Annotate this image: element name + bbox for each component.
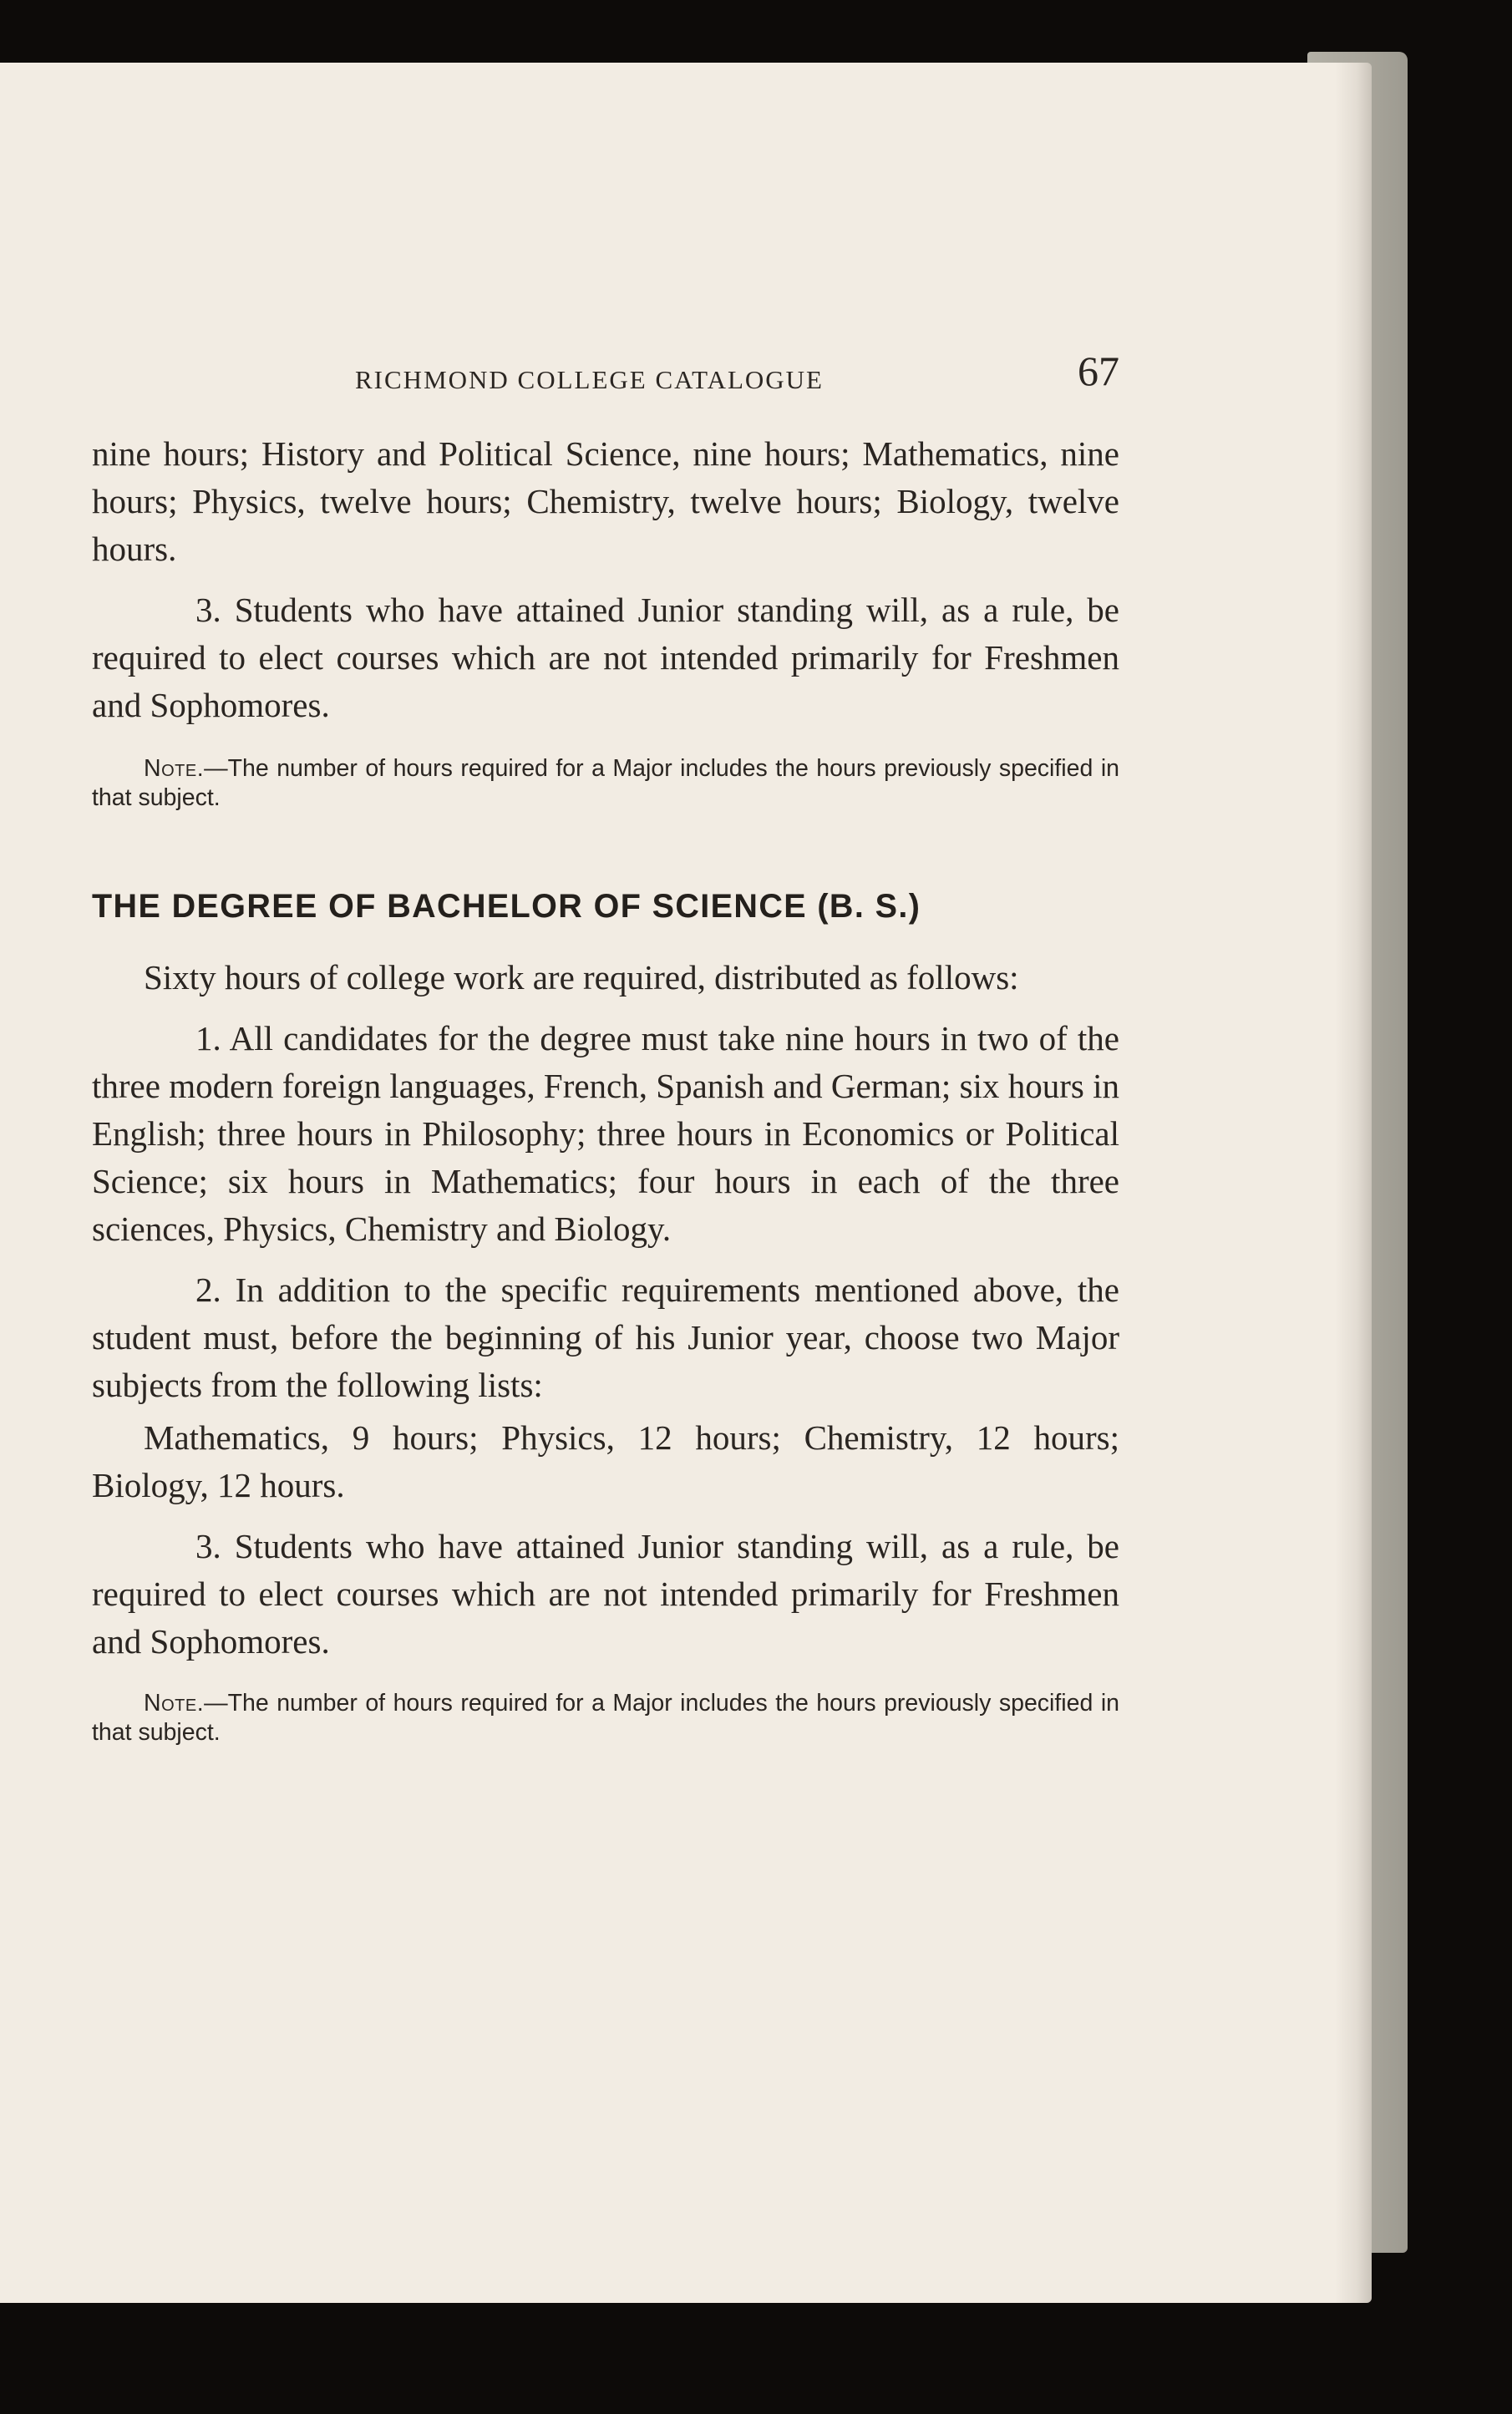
page-body bbox=[92, 430, 1119, 1747]
bs-note bbox=[92, 1689, 1119, 1747]
major-list: Mathematics, 9 hours; Physics, 12 hours; Chemistry, 12 hours; Biology, 12 hours. bbox=[92, 1418, 1119, 1504]
running-title: RICHMOND COLLEGE CATALOGUE bbox=[355, 365, 824, 394]
item-number: 3. bbox=[195, 1527, 221, 1565]
note-label: Note. bbox=[144, 755, 205, 782]
bs-intro: Sixty hours of college work are required, distributed as follows: bbox=[144, 958, 1019, 997]
note-label: Note. bbox=[144, 1690, 205, 1717]
ba-item-3 bbox=[92, 586, 1119, 729]
section-heading: THE DEGREE OF BACHELOR OF SCIENCE (B. S.) bbox=[92, 888, 921, 925]
note-text: —The number of hours required for a Major includes the hours previously specified in that subject. bbox=[92, 755, 1119, 811]
item-text: All candidates for the degree must take nine hours in two of the three modern foreign languages, French, Spanish and German; six hours in English; three hours in Philosophy; three hours in Economics or Political Science; six hours in Mathematics; four hours in each of the three sciences, Physics, Chemistry and Biology. bbox=[92, 1019, 1119, 1248]
note-text: —The number of hours required for a Major includes the hours previously specified in that subject. bbox=[92, 1690, 1119, 1746]
item-text: In addition to the specific requirements mentioned above, the student must, before the beginning of his Junior year, choose two Major subjects from the following lists: bbox=[92, 1270, 1120, 1404]
item-text: Students who have attained Junior standing will, as a rule, be required to elect courses which are not intended primarily for Freshmen and Sophomores. bbox=[92, 591, 1119, 724]
item-text: Students who have attained Junior standing will, as a rule, be required to elect courses which are not intended primarily for Freshmen and Sophomores. bbox=[92, 1527, 1119, 1661]
page-header bbox=[92, 347, 1119, 405]
item-number: 2. bbox=[195, 1270, 221, 1309]
page-shadow bbox=[1335, 63, 1372, 2303]
item-number: 3. bbox=[195, 591, 221, 629]
page-number: 67 bbox=[1078, 347, 1119, 394]
continuation-paragraph: nine hours; History and Political Science, nine hours; Mathematics, nine hours; Physics, twelve hours; Chemistry, twelve hours; Biology, twelve hours. bbox=[92, 434, 1119, 568]
bs-item-1 bbox=[92, 1015, 1119, 1253]
bs-item-3 bbox=[92, 1523, 1119, 1666]
bs-item-2 bbox=[92, 1266, 1119, 1409]
ba-note bbox=[92, 754, 1119, 813]
item-number: 1. bbox=[195, 1019, 221, 1057]
